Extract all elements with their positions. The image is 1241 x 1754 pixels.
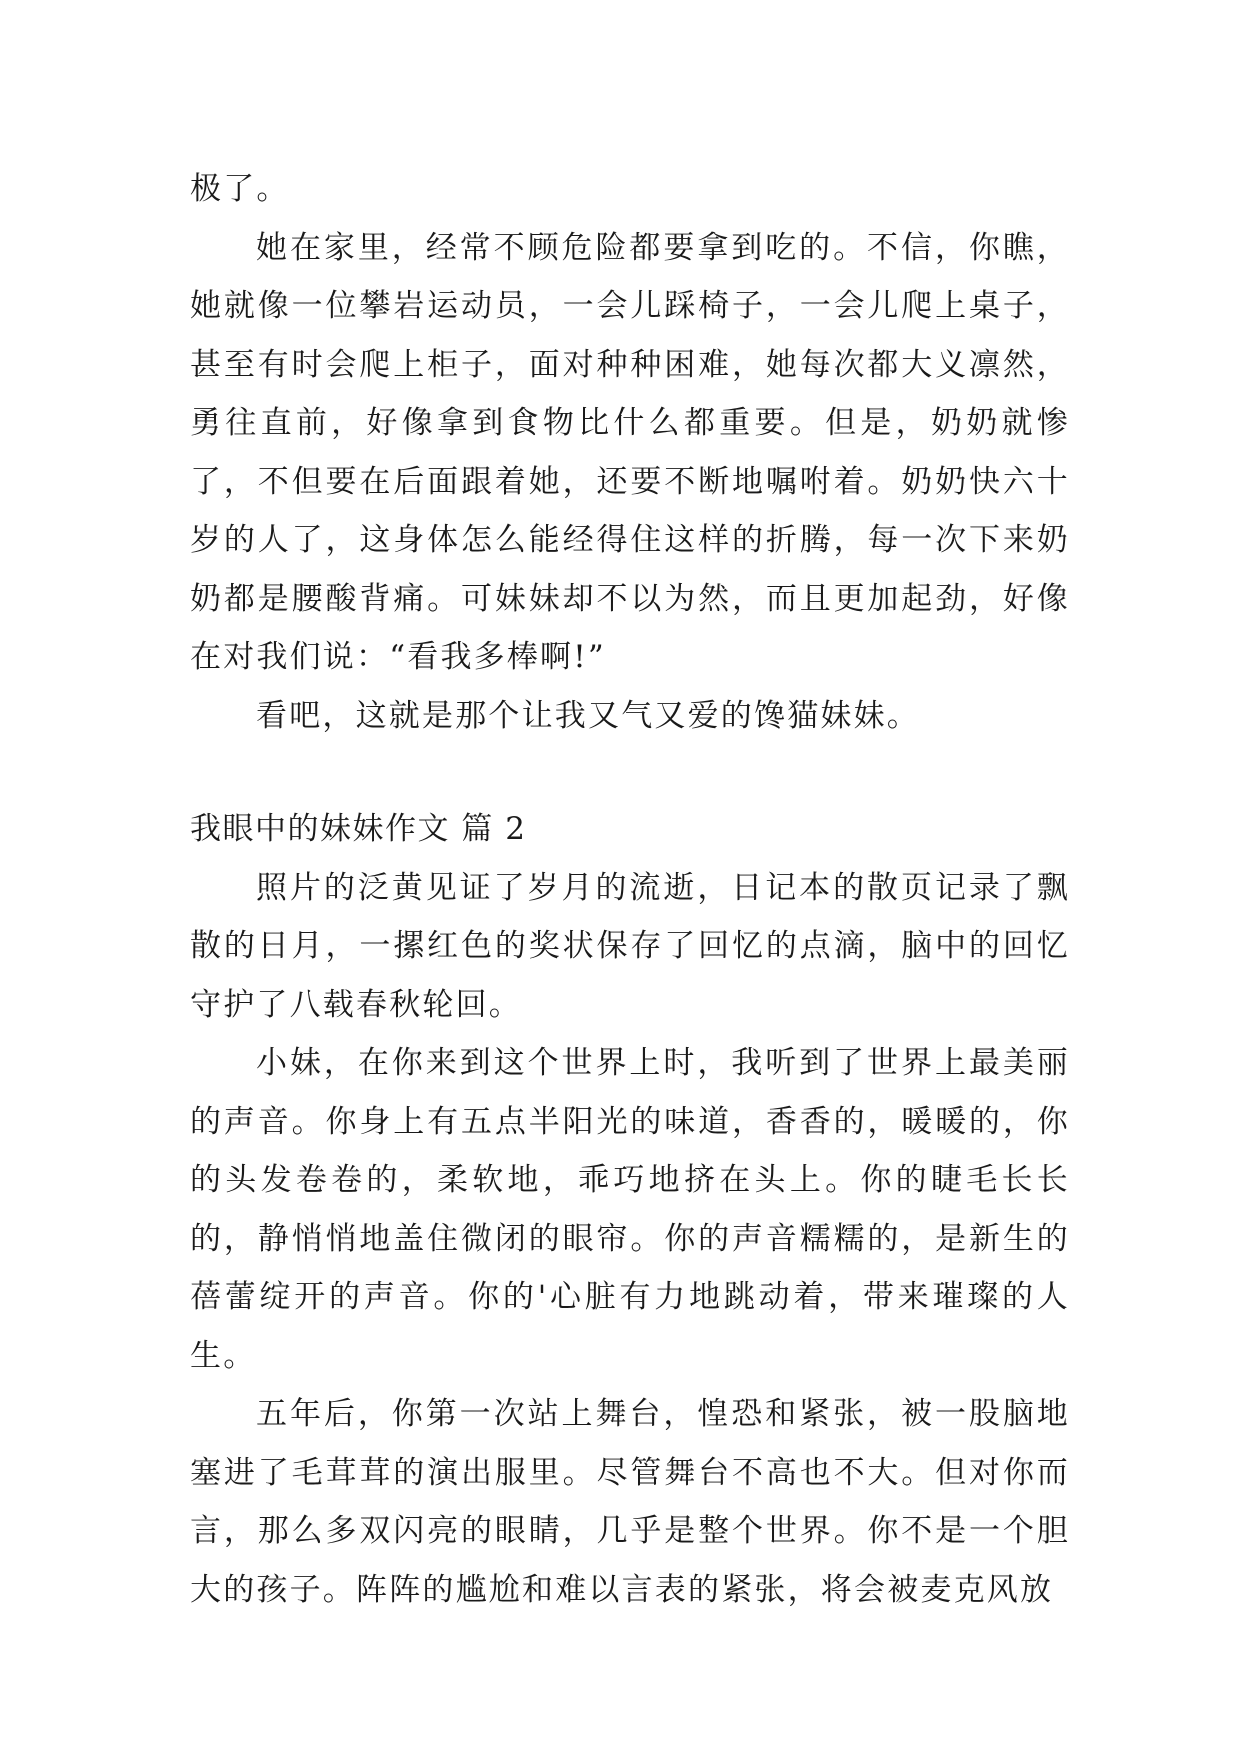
paragraph: 照片的泛黄见证了岁月的流逝，日记本的散页记录了飘散的日月，一摞红色的奖状保存了回忆的点滴，脑中的回忆守护了八载春秋轮回。 [190, 869, 1070, 1023]
paragraph: 小妹，在你来到这个世界上时，我听到了世界上最美丽的声音。你身上有五点半阳光的味道，香香的，暖暖的，你的头发卷卷的，柔软地，乖巧地挤在头上。你的睫毛长长的，静悄悄地盖住微闭的眼帘。你的声音糯糯的，是新生的蓓蕾绽开的声音。你的'心脏有力地跳动着，带来璀璨的人生。 [190, 1045, 1070, 1374]
document-body [190, 160, 1070, 1619]
section-heading: 我眼中的妹妹作文 篇 2 [190, 811, 527, 847]
paragraph: 五年后，你第一次站上舞台，惶恐和紧张，被一股脑地塞进了毛茸茸的演出服里。尽管舞台不高也不大。但对你而言，那么多双闪亮的眼睛，几乎是整个世界。你不是一个胆大的孩子。阵阵的尴尬和难以言表的紧张，将会被麦克风放 [190, 1396, 1070, 1608]
paragraph: 看吧，这就是那个让我又气又爱的馋猫妹妹。 [256, 697, 920, 734]
paragraph-continuation: 极了。 [190, 171, 290, 207]
paragraph: 她在家里，经常不顾危险都要拿到吃的。不信，你瞧，她就像一位攀岩运动员，一会儿踩椅子，一会儿爬上桌子，甚至有时会爬上柜子，面对种种困难，她每次都大义凛然，勇往直前，好像拿到食物比什么都重要。但是，奶奶就惨了，不但要在后面跟着她，还要不断地嘱咐着。奶奶快六十岁的人了，这身体怎么能经得住这样的折腾，每一次下来奶奶都是腰酸背痛。可妹妹却不以为然，而且更加起劲，好像在对我们说：“看我多棒啊!” [190, 229, 1070, 675]
